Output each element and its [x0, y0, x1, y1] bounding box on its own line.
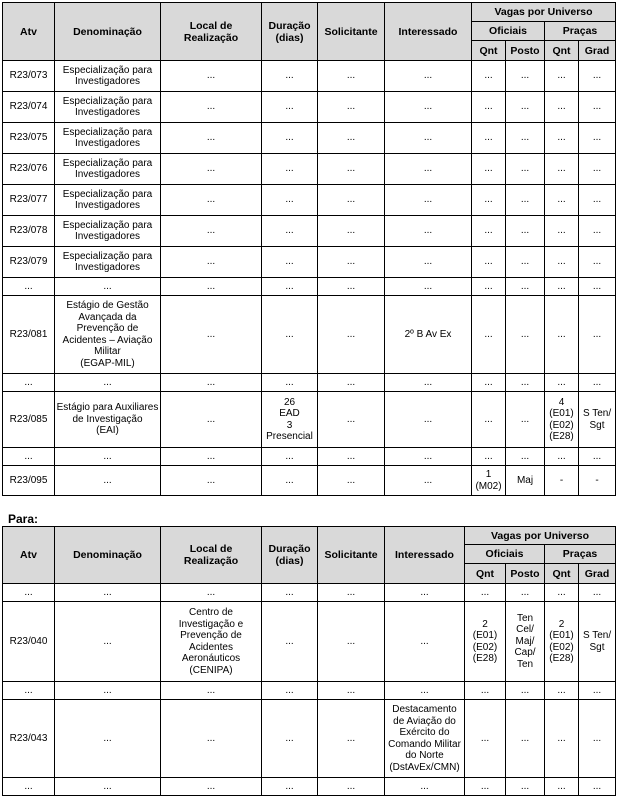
- cell-denominacao: Estágio para Auxiliares de Investigação (EAI): [55, 392, 161, 448]
- cell-pracas-grad: ...: [579, 584, 616, 602]
- cell-denominacao: ...: [55, 278, 161, 296]
- cell-solicitante: ...: [318, 374, 385, 392]
- cell-oficiais-qnt: ...: [472, 247, 506, 278]
- original-table-body: [3, 61, 616, 496]
- header-atv: Atv: [3, 3, 55, 61]
- cell-atv: ...: [3, 682, 55, 700]
- cell-pracas-qnt: -: [545, 466, 579, 496]
- cell-solicitante: ...: [318, 584, 385, 602]
- cell-local: ...: [161, 92, 262, 123]
- cell-solicitante: ...: [318, 682, 385, 700]
- cell-oficiais-posto: ...: [506, 278, 545, 296]
- cell-pracas-grad: ...: [579, 374, 616, 392]
- cell-duracao: ...: [262, 216, 318, 247]
- cell-oficiais-posto: ...: [506, 682, 545, 700]
- cell-denominacao: ...: [55, 682, 161, 700]
- cell-local: ...: [161, 466, 262, 496]
- para-label: Para:: [8, 512, 39, 526]
- cell-pracas-grad: ...: [579, 700, 616, 778]
- cell-duracao: ...: [262, 296, 318, 374]
- cell-atv: R23/079: [3, 247, 55, 278]
- original-table: [2, 2, 616, 496]
- cell-pracas-qnt: ...: [545, 247, 579, 278]
- cell-pracas-grad: ...: [579, 247, 616, 278]
- cell-oficiais-posto: ...: [506, 92, 545, 123]
- cell-duracao: ...: [262, 61, 318, 92]
- cell-interessado: ...: [385, 185, 472, 216]
- cell-oficiais-posto: ...: [506, 296, 545, 374]
- cell-duracao: ...: [262, 466, 318, 496]
- cell-pracas-grad: ...: [579, 682, 616, 700]
- cell-atv: R23/081: [3, 296, 55, 374]
- cell-oficiais-qnt: 2 (E01) (E02) (E28): [465, 602, 506, 682]
- cell-atv: R23/040: [3, 602, 55, 682]
- cell-interessado: ...: [385, 216, 472, 247]
- cell-local: Centro de Investigação e Prevenção de Acidentes Aeronáuticos (CENIPA): [161, 602, 262, 682]
- cell-interessado: ...: [385, 682, 465, 700]
- cell-pracas-grad: ...: [579, 154, 616, 185]
- cell-duracao: ...: [262, 374, 318, 392]
- cell-oficiais-posto: ...: [506, 216, 545, 247]
- table-row: [3, 700, 616, 778]
- table-row: [3, 278, 616, 296]
- header-solicitante: Solicitante: [318, 3, 385, 61]
- cell-interessado: ...: [385, 466, 472, 496]
- cell-interessado: Destacamento de Aviação do Exército do Comando Militar do Norte (DstAvEx/CMN): [385, 700, 465, 778]
- header-atv: Atv: [3, 527, 55, 584]
- cell-pracas-qnt: ...: [545, 584, 579, 602]
- cell-oficiais-posto: Maj: [506, 466, 545, 496]
- cell-pracas-qnt: ...: [545, 61, 579, 92]
- cell-pracas-qnt: ...: [545, 700, 579, 778]
- cell-oficiais-qnt: ...: [472, 185, 506, 216]
- table-row: [3, 392, 616, 448]
- cell-atv: R23/085: [3, 392, 55, 448]
- cell-interessado: ...: [385, 602, 465, 682]
- table-row: [3, 602, 616, 682]
- cell-duracao: ...: [262, 154, 318, 185]
- cell-pracas-qnt: ...: [545, 448, 579, 466]
- cell-oficiais-qnt: ...: [472, 296, 506, 374]
- cell-pracas-qnt: ...: [545, 154, 579, 185]
- table-row: [3, 123, 616, 154]
- cell-duracao: ...: [262, 247, 318, 278]
- cell-local: ...: [161, 216, 262, 247]
- header-vagas: Vagas por Universo: [472, 3, 616, 22]
- cell-oficiais-qnt: ...: [465, 778, 506, 796]
- cell-duracao: ...: [262, 584, 318, 602]
- cell-atv: R23/074: [3, 92, 55, 123]
- header-oficiais: Oficiais: [472, 22, 545, 41]
- cell-interessado: ...: [385, 778, 465, 796]
- cell-oficiais-posto: ...: [506, 185, 545, 216]
- cell-interessado: ...: [385, 584, 465, 602]
- cell-denominacao: ...: [55, 778, 161, 796]
- cell-oficiais-posto: ...: [506, 123, 545, 154]
- table-row: [3, 682, 616, 700]
- cell-pracas-grad: ...: [579, 278, 616, 296]
- header-pracas-grad: Grad: [579, 41, 616, 61]
- header-duracao: Duração (dias): [262, 527, 318, 584]
- amended-table: [2, 526, 616, 796]
- cell-solicitante: ...: [318, 602, 385, 682]
- table-row: [3, 247, 616, 278]
- cell-duracao: ...: [262, 448, 318, 466]
- table-row: [3, 448, 616, 466]
- cell-duracao: ...: [262, 778, 318, 796]
- cell-duracao: ...: [262, 602, 318, 682]
- table-row: [3, 61, 616, 92]
- cell-atv: R23/076: [3, 154, 55, 185]
- cell-denominacao: ...: [55, 584, 161, 602]
- cell-oficiais-posto: ...: [506, 778, 545, 796]
- cell-interessado: ...: [385, 392, 472, 448]
- header-local: Local de Realização: [161, 527, 262, 584]
- cell-oficiais-qnt: ...: [472, 61, 506, 92]
- header-denominacao: Denominação: [55, 527, 161, 584]
- cell-local: ...: [161, 296, 262, 374]
- cell-oficiais-posto: ...: [506, 61, 545, 92]
- header-interessado: Interessado: [385, 3, 472, 61]
- cell-local: ...: [161, 123, 262, 154]
- header-pracas-grad: Grad: [579, 564, 616, 584]
- cell-denominacao: Especialização para Investigadores: [55, 61, 161, 92]
- cell-atv: R23/078: [3, 216, 55, 247]
- cell-denominacao: ...: [55, 700, 161, 778]
- cell-local: ...: [161, 278, 262, 296]
- cell-oficiais-qnt: ...: [472, 123, 506, 154]
- table-row: [3, 374, 616, 392]
- cell-oficiais-qnt: ...: [465, 700, 506, 778]
- cell-pracas-grad: ...: [579, 123, 616, 154]
- cell-solicitante: ...: [318, 448, 385, 466]
- cell-interessado: ...: [385, 278, 472, 296]
- cell-solicitante: ...: [318, 278, 385, 296]
- cell-pracas-qnt: ...: [545, 92, 579, 123]
- cell-oficiais-posto: ...: [506, 392, 545, 448]
- cell-local: ...: [161, 682, 262, 700]
- cell-denominacao: Estágio de Gestão Avançada da Prevenção de Acidentes – Aviação Militar (EGAP-MIL): [55, 296, 161, 374]
- cell-oficiais-qnt: ...: [465, 682, 506, 700]
- cell-local: ...: [161, 374, 262, 392]
- cell-solicitante: ...: [318, 296, 385, 374]
- header-vagas: Vagas por Universo: [465, 527, 616, 545]
- cell-pracas-qnt: ...: [545, 374, 579, 392]
- table-row: [3, 216, 616, 247]
- cell-oficiais-qnt: ...: [472, 374, 506, 392]
- cell-duracao: ...: [262, 278, 318, 296]
- cell-atv: ...: [3, 448, 55, 466]
- cell-atv: R23/043: [3, 700, 55, 778]
- cell-interessado: ...: [385, 374, 472, 392]
- cell-local: ...: [161, 778, 262, 796]
- cell-oficiais-qnt: ...: [472, 278, 506, 296]
- table-row: [3, 466, 616, 496]
- cell-solicitante: ...: [318, 700, 385, 778]
- table-row: [3, 584, 616, 602]
- cell-oficiais-qnt: ...: [465, 584, 506, 602]
- header-pracas-qnt: Qnt: [545, 41, 579, 61]
- cell-atv: R23/095: [3, 466, 55, 496]
- cell-oficiais-posto: ...: [506, 700, 545, 778]
- table-row: [3, 778, 616, 796]
- header-denominacao: Denominação: [55, 3, 161, 61]
- cell-local: ...: [161, 584, 262, 602]
- cell-pracas-grad: -: [579, 466, 616, 496]
- cell-pracas-grad: ...: [579, 778, 616, 796]
- cell-oficiais-qnt: ...: [472, 92, 506, 123]
- header-oficiais-posto: Posto: [506, 564, 545, 584]
- cell-atv: ...: [3, 584, 55, 602]
- header-solicitante: Solicitante: [318, 527, 385, 584]
- cell-duracao: ...: [262, 700, 318, 778]
- cell-denominacao: Especialização para Investigadores: [55, 154, 161, 185]
- cell-oficiais-posto: Ten Cel/ Maj/ Cap/ Ten: [506, 602, 545, 682]
- cell-oficiais-posto: ...: [506, 584, 545, 602]
- cell-denominacao: Especialização para Investigadores: [55, 247, 161, 278]
- cell-solicitante: ...: [318, 216, 385, 247]
- header-oficiais-qnt: Qnt: [472, 41, 506, 61]
- cell-oficiais-posto: ...: [506, 154, 545, 185]
- cell-interessado: ...: [385, 123, 472, 154]
- cell-solicitante: ...: [318, 778, 385, 796]
- cell-duracao: 26 EAD 3 Presencial: [262, 392, 318, 448]
- header-oficiais-posto: Posto: [506, 41, 545, 61]
- cell-oficiais-qnt: ...: [472, 392, 506, 448]
- cell-solicitante: ...: [318, 247, 385, 278]
- cell-local: ...: [161, 61, 262, 92]
- cell-pracas-qnt: ...: [545, 296, 579, 374]
- cell-atv: R23/077: [3, 185, 55, 216]
- cell-local: ...: [161, 247, 262, 278]
- cell-solicitante: ...: [318, 185, 385, 216]
- cell-solicitante: ...: [318, 392, 385, 448]
- amended-table-body: [3, 584, 616, 796]
- cell-denominacao: ...: [55, 466, 161, 496]
- cell-duracao: ...: [262, 682, 318, 700]
- cell-local: ...: [161, 185, 262, 216]
- cell-interessado: ...: [385, 247, 472, 278]
- cell-pracas-qnt: ...: [545, 123, 579, 154]
- cell-pracas-grad: ...: [579, 448, 616, 466]
- cell-pracas-grad: S Ten/ Sgt: [579, 392, 616, 448]
- cell-solicitante: ...: [318, 92, 385, 123]
- cell-atv: ...: [3, 374, 55, 392]
- cell-pracas-grad: ...: [579, 185, 616, 216]
- cell-pracas-grad: ...: [579, 216, 616, 247]
- cell-pracas-qnt: ...: [545, 185, 579, 216]
- cell-pracas-qnt: 4 (E01) (E02) (E28): [545, 392, 579, 448]
- cell-atv: ...: [3, 778, 55, 796]
- cell-atv: ...: [3, 278, 55, 296]
- cell-interessado: 2º B Av Ex: [385, 296, 472, 374]
- cell-pracas-qnt: ...: [545, 278, 579, 296]
- cell-solicitante: ...: [318, 154, 385, 185]
- cell-interessado: ...: [385, 61, 472, 92]
- header-oficiais: Oficiais: [465, 545, 545, 564]
- cell-pracas-grad: ...: [579, 61, 616, 92]
- header-duracao: Duração (dias): [262, 3, 318, 61]
- cell-denominacao: Especialização para Investigadores: [55, 92, 161, 123]
- cell-atv: R23/073: [3, 61, 55, 92]
- header-oficiais-qnt: Qnt: [465, 564, 506, 584]
- cell-local: ...: [161, 448, 262, 466]
- cell-local: ...: [161, 700, 262, 778]
- cell-duracao: ...: [262, 123, 318, 154]
- header-interessado: Interessado: [385, 527, 465, 584]
- table-row: [3, 296, 616, 374]
- cell-denominacao: ...: [55, 448, 161, 466]
- cell-denominacao: Especialização para Investigadores: [55, 123, 161, 154]
- cell-local: ...: [161, 392, 262, 448]
- cell-solicitante: ...: [318, 123, 385, 154]
- cell-denominacao: Especialização para Investigadores: [55, 185, 161, 216]
- header-pracas-qnt: Qnt: [545, 564, 579, 584]
- cell-oficiais-posto: ...: [506, 448, 545, 466]
- cell-duracao: ...: [262, 185, 318, 216]
- cell-atv: R23/075: [3, 123, 55, 154]
- header-local: Local de Realização: [161, 3, 262, 61]
- cell-oficiais-qnt: 1 (M02): [472, 466, 506, 496]
- cell-denominacao: ...: [55, 602, 161, 682]
- cell-oficiais-posto: ...: [506, 374, 545, 392]
- cell-interessado: ...: [385, 154, 472, 185]
- cell-solicitante: ...: [318, 61, 385, 92]
- cell-local: ...: [161, 154, 262, 185]
- table-row: [3, 185, 616, 216]
- cell-pracas-qnt: 2 (E01) (E02) (E28): [545, 602, 579, 682]
- cell-pracas-qnt: ...: [545, 778, 579, 796]
- header-pracas: Praças: [545, 545, 616, 564]
- cell-interessado: ...: [385, 448, 472, 466]
- cell-denominacao: ...: [55, 374, 161, 392]
- table-row: [3, 92, 616, 123]
- cell-pracas-qnt: ...: [545, 216, 579, 247]
- cell-oficiais-qnt: ...: [472, 448, 506, 466]
- cell-pracas-grad: ...: [579, 92, 616, 123]
- cell-pracas-grad: S Ten/ Sgt: [579, 602, 616, 682]
- cell-duracao: ...: [262, 92, 318, 123]
- cell-solicitante: ...: [318, 466, 385, 496]
- cell-denominacao: Especialização para Investigadores: [55, 216, 161, 247]
- cell-oficiais-qnt: ...: [472, 154, 506, 185]
- cell-interessado: ...: [385, 92, 472, 123]
- cell-oficiais-posto: ...: [506, 247, 545, 278]
- table-row: [3, 154, 616, 185]
- cell-oficiais-qnt: ...: [472, 216, 506, 247]
- cell-pracas-grad: ...: [579, 296, 616, 374]
- cell-pracas-qnt: ...: [545, 682, 579, 700]
- header-pracas: Praças: [545, 22, 616, 41]
